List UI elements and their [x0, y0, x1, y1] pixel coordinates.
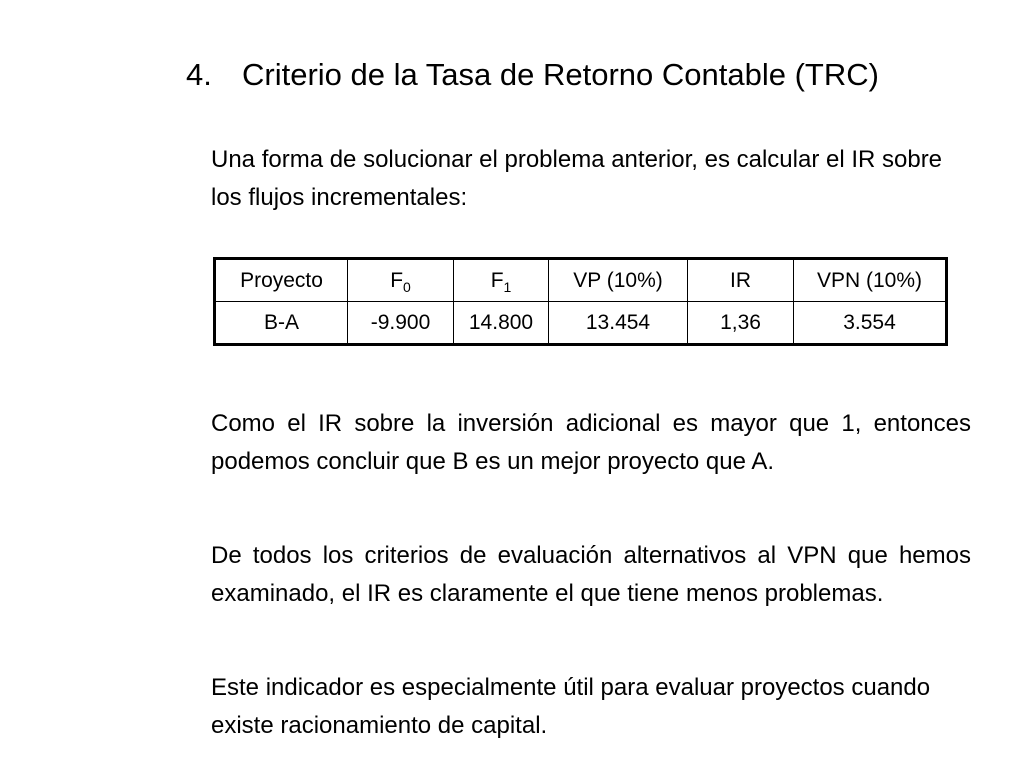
cell-f0: -9.900 — [348, 302, 454, 345]
header-ir: IR — [688, 259, 794, 302]
table-header-row — [215, 259, 947, 302]
section-number: 4. — [186, 57, 212, 92]
header-f1 — [454, 259, 549, 302]
header-f1-base: F — [490, 268, 504, 292]
header-vpn: VPN (10%) — [794, 259, 947, 302]
header-f1-sub: 1 — [503, 278, 512, 295]
header-f0 — [348, 259, 454, 302]
incremental-flows-table — [213, 257, 948, 346]
table-row — [215, 302, 947, 345]
header-f0-sub: 0 — [403, 278, 411, 295]
cell-vp: 13.454 — [549, 302, 688, 345]
header-vp: VP (10%) — [549, 259, 688, 302]
slide-title — [186, 53, 879, 97]
header-f0-base: F — [390, 268, 404, 292]
cell-vpn: 3.554 — [794, 302, 947, 345]
intro-paragraph: Una forma de solucionar el problema anterior, es calcular el IR sobre los flujos incrementales: — [211, 146, 943, 211]
cell-f1: 14.800 — [454, 302, 549, 345]
header-proyecto: Proyecto — [215, 259, 348, 302]
conclusion-paragraph: Como el IR sobre la inversión adicional es mayor que 1, entonces podemos concluir que B es un mejor proyecto que A. — [211, 410, 971, 475]
capital-rationing-paragraph: Este indicador es especialmente útil para evaluar proyectos cuando existe racionamiento de capital. — [211, 674, 931, 739]
cell-proyecto: B-A — [215, 302, 348, 345]
section-heading: Criterio de la Tasa de Retorno Contable (TRC) — [242, 57, 879, 92]
cell-ir: 1,36 — [688, 302, 794, 345]
criteria-paragraph: De todos los criterios de evaluación alternativos al VPN que hemos examinado, el IR es claramente el que tiene menos problemas. — [211, 542, 971, 607]
